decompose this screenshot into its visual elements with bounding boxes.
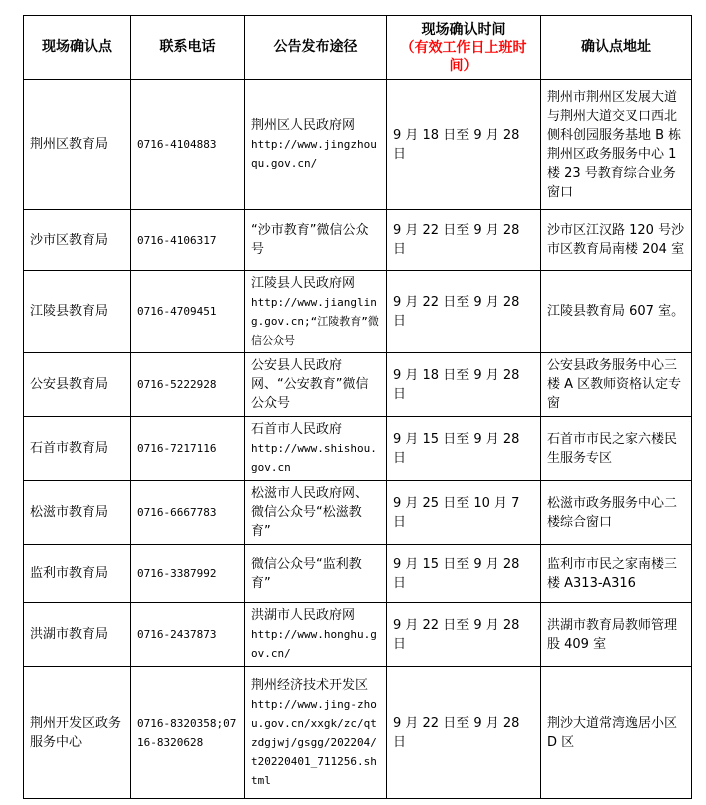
table-row xyxy=(24,353,692,417)
site-name-cell: 荆州区教育局 xyxy=(24,80,131,210)
channel-cell xyxy=(245,545,387,603)
phone-cell: 0716-8320358;0716-8320628 xyxy=(131,667,245,799)
channel-cell xyxy=(245,271,387,353)
channel-text: 荆州区人民政府网 xyxy=(251,118,356,133)
phone-cell: 0716-3387992 xyxy=(131,545,245,603)
channel-text: 洪湖市人民政府网 xyxy=(251,608,356,623)
header-time-sub: （有效工作日上班时间） xyxy=(400,39,527,74)
channel-url: http://www.shishou.gov.cn xyxy=(251,442,377,474)
table-row xyxy=(24,271,692,353)
header-phone: 联系电话 xyxy=(131,16,245,80)
channel-cell xyxy=(245,353,387,417)
site-name-cell: 石首市教育局 xyxy=(24,417,131,481)
site-name-cell: 洪湖市教育局 xyxy=(24,603,131,667)
phone-cell: 0716-4106317 xyxy=(131,210,245,271)
channel-cell xyxy=(245,603,387,667)
table-header-row xyxy=(24,16,692,80)
header-address: 确认点地址 xyxy=(541,16,692,80)
channel-text: 荆州经济技术开发区 xyxy=(251,677,369,693)
header-channel: 公告发布途径 xyxy=(245,16,387,80)
channel-cell xyxy=(245,481,387,545)
phone-cell: 0716-2437873 xyxy=(131,603,245,667)
site-name-cell: 荆州开发区政务服务中心 xyxy=(24,667,131,799)
channel-text: 江陵县人民政府网 xyxy=(251,275,356,291)
confirmation-sites-table xyxy=(23,15,692,799)
table-row xyxy=(24,80,692,210)
address-cell: 松滋市政务服务中心二楼综合窗口 xyxy=(541,481,692,545)
table-row xyxy=(24,417,692,481)
address-cell: 洪湖市教育局教师管理股 409 室 xyxy=(541,603,692,667)
table-row xyxy=(24,603,692,667)
channel-text: 微信公众号“监利教育” xyxy=(251,556,362,591)
channel-text: 石首市人民政府 xyxy=(251,422,343,437)
site-name-cell: 监利市教育局 xyxy=(24,545,131,603)
table-row xyxy=(24,667,692,799)
phone-cell: 0716-7217116 xyxy=(131,417,245,481)
date-cell: 9 月 15 日至 9 月 28 日 xyxy=(387,545,541,603)
channel-cell xyxy=(245,80,387,210)
date-cell: 9 月 18 日至 9 月 28 日 xyxy=(387,80,541,210)
channel-cell xyxy=(245,417,387,481)
address-cell: 公安县政务服务中心三楼 A 区教师资格认定专窗 xyxy=(541,353,692,417)
date-cell: 9 月 18 日至 9 月 28 日 xyxy=(387,353,541,417)
address-cell: 沙市区江汉路 120 号沙市区教育局南楼 204 室 xyxy=(541,210,692,271)
address-cell: 荆沙大道常湾逸居小区 D 区 xyxy=(541,667,692,799)
site-name-cell: 公安县教育局 xyxy=(24,353,131,417)
site-name-cell: 沙市区教育局 xyxy=(24,210,131,271)
channel-url: http://www.jing-zhou.gov.cn/xxgk/zc/qtzdgjwj/gsgg/202204/t20220401_711256.shtml xyxy=(251,697,377,787)
date-cell: 9 月 22 日至 9 月 28 日 xyxy=(387,667,541,799)
phone-cell: 0716-4709451 xyxy=(131,271,245,353)
channel-cell xyxy=(245,210,387,271)
site-name-cell: 松滋市教育局 xyxy=(24,481,131,545)
channel-cell xyxy=(245,667,387,799)
address-cell: 江陵县教育局 607 室。 xyxy=(541,271,692,353)
address-cell: 监利市市民之家南楼三楼 A313-A316 xyxy=(541,545,692,603)
date-cell: 9 月 22 日至 9 月 28 日 xyxy=(387,210,541,271)
channel-url: http://www.honghu.gov.cn/ xyxy=(251,628,377,660)
address-cell: 荆州市荆州区发展大道与荆州大道交叉口西北侧科创园服务基地 B 栋荆州区政务服务中心 1 楼 23 号教育综合业务窗口 xyxy=(541,80,692,210)
date-cell: 9 月 22 日至 9 月 28 日 xyxy=(387,603,541,667)
date-cell: 9 月 15 日至 9 月 28 日 xyxy=(387,417,541,481)
address-cell: 石首市市民之家六楼民生服务专区 xyxy=(541,417,692,481)
table-row xyxy=(24,545,692,603)
channel-text: 公安县人民政府网、“公安教育”微信公众号 xyxy=(251,358,369,411)
channel-text: 松滋市人民政府网、微信公众号“松滋教育” xyxy=(251,486,369,539)
date-cell: 9 月 22 日至 9 月 28 日 xyxy=(387,271,541,353)
phone-cell: 0716-6667783 xyxy=(131,481,245,545)
phone-cell: 0716-4104883 xyxy=(131,80,245,210)
site-name-cell: 江陵县教育局 xyxy=(24,271,131,353)
channel-text: “沙市教育”微信公众号 xyxy=(251,223,369,257)
phone-cell: 0716-5222928 xyxy=(131,353,245,417)
table-row xyxy=(24,210,692,271)
header-time-main: 现场确认时间 xyxy=(421,21,506,38)
table-row xyxy=(24,481,692,545)
channel-url: http://www.jiangling.gov.cn;“江陵教育”微信公众号 xyxy=(251,295,379,347)
channel-url: http://www.jingzhouqu.gov.cn/ xyxy=(251,138,377,170)
date-cell: 9 月 25 日至 10 月 7 日 xyxy=(387,481,541,545)
header-site: 现场确认点 xyxy=(24,16,131,80)
header-time xyxy=(387,16,541,80)
